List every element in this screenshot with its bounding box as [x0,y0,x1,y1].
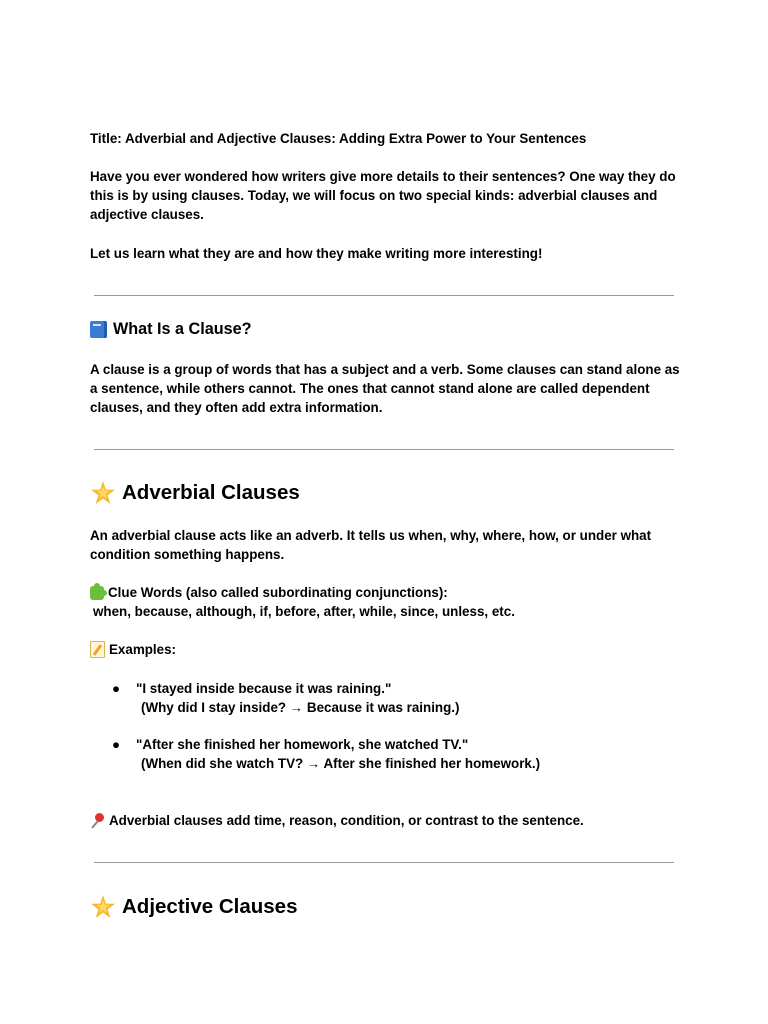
list-item [112,735,672,773]
clue-words-label: Clue Words (also called subordinating conjunctions): [108,585,448,600]
horizontal-divider [94,449,674,450]
example-list [112,679,672,717]
memo-icon [90,641,105,658]
pushpin-icon [90,813,105,828]
adverbial-section-heading [90,480,300,506]
example-list [112,735,672,773]
intro-lead-sentence: Let us learn what they are and how they make writing more interesting! [90,246,543,261]
star-icon [90,480,116,506]
example-explanation: (Why did I stay inside? → Because it was raining.) [141,700,460,716]
adverbial-note: Adverbial clauses add time, reason, condition, or contrast to the sentence. [109,813,584,828]
example-body [136,679,672,717]
horizontal-divider [94,862,674,863]
clause-section-heading [90,320,252,339]
puzzle-piece-icon [90,586,104,600]
note-row [90,811,584,830]
clause-heading-text: What Is a Clause? [113,320,252,338]
star-icon [90,894,116,920]
adjective-section-heading [90,894,297,920]
bullet-dot: ● [112,737,121,752]
intro-paragraph: Have you ever wondered how writers give more details to their sentences? One way they do this is by using clauses. Today, we will focus on two special kinds: adverbial clauses and adjective clauses. [90,169,676,223]
clue-words-label-row [90,583,448,602]
example-explanation: (When did she watch TV? → After she finished her homework.) [141,756,541,772]
book-icon [90,321,107,338]
examples-label: Examples: [109,642,176,657]
examples-label-row [90,640,176,659]
adjective-heading-text: Adjective Clauses [122,895,298,918]
document-title-line: Title: Adverbial and Adjective Clauses: Adding Extra Power to Your Sentences [90,131,587,146]
clue-words-list: when, because, although, if, before, after, while, since, unless, etc. [93,604,515,619]
list-item [112,679,672,717]
clause-definition: A clause is a group of words that has a subject and a verb. Some clauses can stand alone as a sentence, while others cannot. The ones that cannot stand alone are called dependent clauses, and they often add extra information. [90,362,680,416]
adverbial-definition: An adverbial clause acts like an adverb. It tells us when, why, where, how, or under what condition something happens. [90,528,652,563]
example-sentence: "I stayed inside because it was raining." [136,681,392,696]
horizontal-divider [94,295,674,296]
example-sentence: "After she finished her homework, she watched TV." [136,737,469,752]
example-body [136,735,672,773]
bullet-dot: ● [112,681,121,696]
adverbial-heading-text: Adverbial Clauses [122,481,300,504]
